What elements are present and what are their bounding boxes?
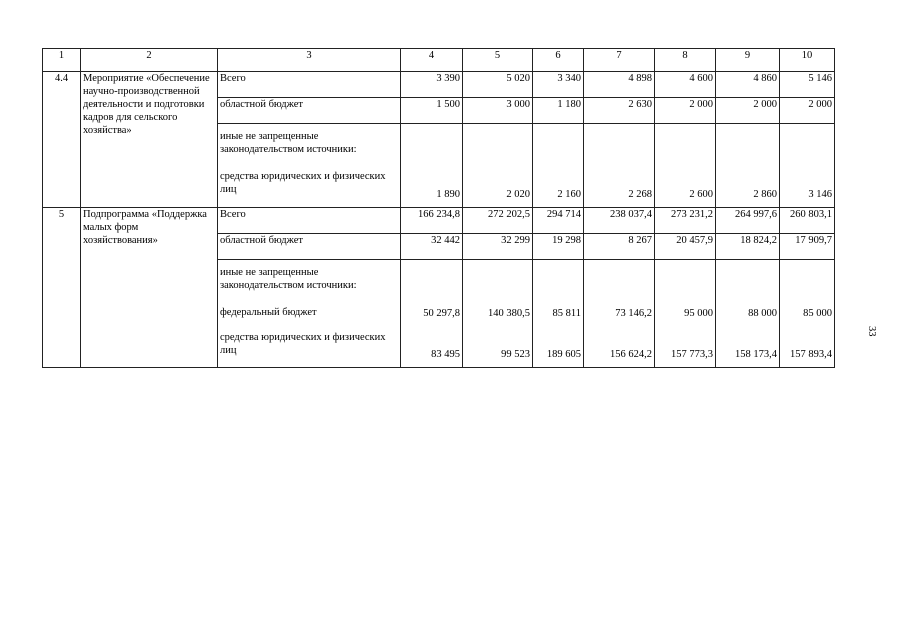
row-name: Мероприятие «Обеспечение научно-производственной деятельности и подготовки кадров для сельского хозяйства»	[81, 72, 218, 208]
budget-table	[42, 48, 835, 368]
row-name: Подпрограмма «Поддержка малых форм хозяйствования»	[81, 208, 218, 368]
value-cell: 19 298	[533, 234, 584, 260]
value-cell: 85 000	[803, 308, 832, 319]
value-cell: 272 202,5	[463, 208, 533, 234]
value-cell: 3 390	[401, 72, 463, 98]
value-cell: 156 624,2	[610, 349, 652, 360]
other-sources-label: иные не запрещенные законодательством источники:	[220, 267, 357, 291]
value-cell: 50 297,8	[423, 308, 460, 319]
value-cell: 1 180	[533, 98, 584, 124]
header-cell: 7	[584, 49, 655, 72]
value-cell: 238 037,4	[584, 208, 655, 234]
source-label: Всего	[218, 72, 401, 98]
value-cell-pair	[780, 260, 835, 368]
value-cell-pair	[716, 260, 780, 368]
source-label: средства юридических и физических лиц	[220, 171, 386, 195]
page-number: 33	[866, 326, 877, 337]
source-label: областной бюджет	[218, 234, 401, 260]
row-code: 4.4	[43, 72, 81, 208]
value-cell: 1 890	[401, 124, 463, 208]
header-cell: 3	[218, 49, 401, 72]
table-row	[43, 208, 835, 234]
value-cell: 157 893,4	[790, 349, 832, 360]
source-cell	[218, 260, 401, 368]
value-cell: 2 268	[584, 124, 655, 208]
table-row	[43, 72, 835, 98]
value-cell: 158 173,4	[735, 349, 777, 360]
source-label: областной бюджет	[218, 98, 401, 124]
value-cell: 140 380,5	[488, 308, 530, 319]
value-cell: 2 000	[780, 98, 835, 124]
value-cell: 2 600	[655, 124, 716, 208]
header-cell: 6	[533, 49, 584, 72]
value-cell: 157 773,3	[671, 349, 713, 360]
value-cell: 83 495	[431, 349, 460, 360]
value-cell-pair	[401, 260, 463, 368]
value-cell: 189 605	[546, 349, 581, 360]
value-cell: 2 160	[533, 124, 584, 208]
value-cell: 8 267	[584, 234, 655, 260]
value-cell: 166 234,8	[401, 208, 463, 234]
value-cell: 260 803,1	[780, 208, 835, 234]
value-cell: 5 020	[463, 72, 533, 98]
value-cell: 32 442	[401, 234, 463, 260]
value-cell: 1 500	[401, 98, 463, 124]
value-cell: 2 000	[716, 98, 780, 124]
header-cell: 8	[655, 49, 716, 72]
header-cell: 2	[81, 49, 218, 72]
header-cell: 1	[43, 49, 81, 72]
other-sources-label: иные не запрещенные законодательством источники:	[220, 131, 357, 155]
value-cell: 4 860	[716, 72, 780, 98]
value-cell: 85 811	[552, 308, 581, 319]
value-cell-pair	[584, 260, 655, 368]
value-cell-pair	[463, 260, 533, 368]
source-cell	[218, 124, 401, 208]
value-cell: 18 824,2	[716, 234, 780, 260]
value-cell: 95 000	[684, 308, 713, 319]
value-cell: 294 714	[533, 208, 584, 234]
value-cell: 17 909,7	[780, 234, 835, 260]
header-cell: 10	[780, 49, 835, 72]
row-code: 5	[43, 208, 81, 368]
header-cell: 4	[401, 49, 463, 72]
header-cell: 5	[463, 49, 533, 72]
source-label: Всего	[218, 208, 401, 234]
value-cell: 2 000	[655, 98, 716, 124]
value-cell: 273 231,2	[655, 208, 716, 234]
value-cell: 4 898	[584, 72, 655, 98]
value-cell: 2 860	[716, 124, 780, 208]
value-cell: 3 146	[780, 124, 835, 208]
value-cell: 2 020	[463, 124, 533, 208]
value-cell: 99 523	[501, 349, 530, 360]
source-label: федеральный бюджет	[220, 307, 317, 318]
value-cell: 73 146,2	[615, 308, 652, 319]
value-cell: 88 000	[748, 308, 777, 319]
value-cell-pair	[533, 260, 584, 368]
value-cell-pair	[655, 260, 716, 368]
value-cell: 3 000	[463, 98, 533, 124]
header-row	[43, 49, 835, 72]
value-cell: 5 146	[780, 72, 835, 98]
value-cell: 32 299	[463, 234, 533, 260]
value-cell: 20 457,9	[655, 234, 716, 260]
value-cell: 4 600	[655, 72, 716, 98]
value-cell: 264 997,6	[716, 208, 780, 234]
header-cell: 9	[716, 49, 780, 72]
source-label: средства юридических и физических лиц	[220, 332, 386, 356]
value-cell: 2 630	[584, 98, 655, 124]
value-cell: 3 340	[533, 72, 584, 98]
